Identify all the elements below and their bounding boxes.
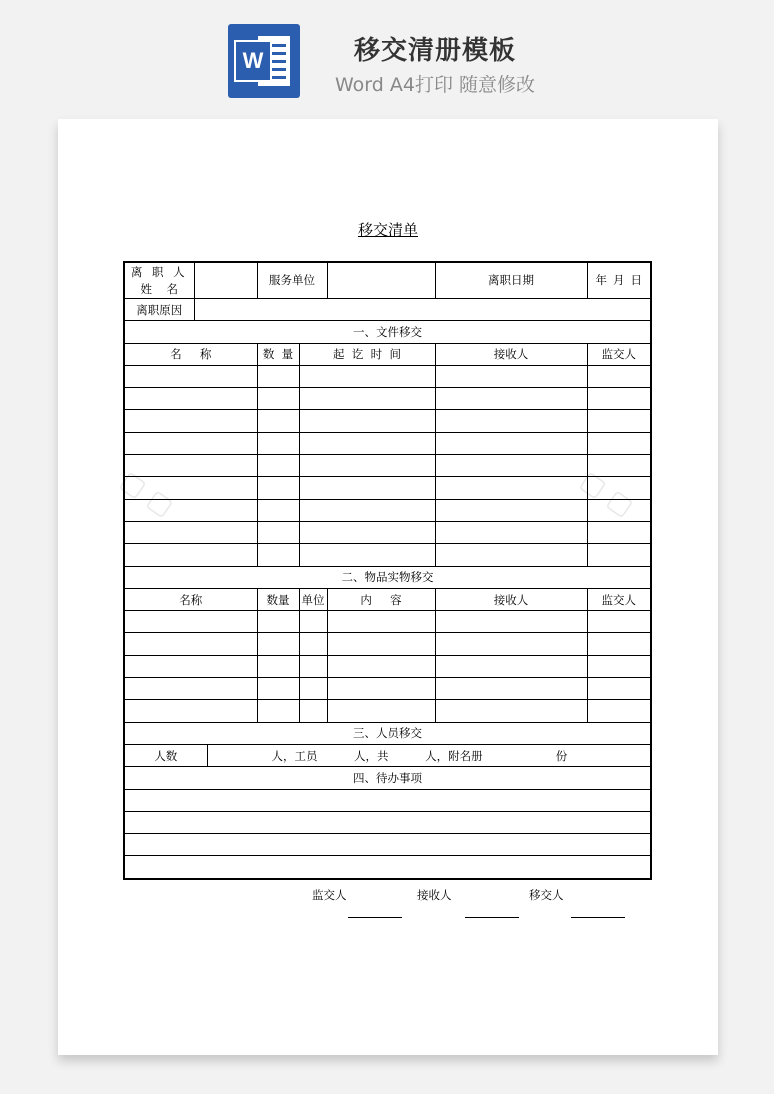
s2-col-content: 内 容	[327, 588, 435, 610]
s2-qty-cell[interactable]	[257, 611, 299, 633]
s1-receiver-cell[interactable]	[435, 521, 587, 543]
table-row	[124, 834, 651, 856]
section2-rows	[124, 611, 651, 722]
s1-receiver-cell[interactable]	[435, 544, 587, 566]
s2-col-unit: 单位	[299, 588, 327, 610]
section1-title: 一、文件移交	[124, 321, 651, 343]
s1-supervisor-cell[interactable]	[587, 432, 651, 454]
table-row	[124, 856, 651, 879]
s2-content-cell[interactable]	[327, 655, 435, 677]
s2-name-cell[interactable]	[124, 611, 257, 633]
row-basic-info	[124, 262, 651, 299]
s1-qty-cell[interactable]	[257, 455, 299, 477]
section4-title: 四、待办事项	[124, 767, 651, 789]
s2-unit-cell[interactable]	[299, 611, 327, 633]
s2-unit-cell[interactable]	[299, 655, 327, 677]
s2-unit-cell[interactable]	[299, 700, 327, 722]
s1-qty-cell[interactable]	[257, 544, 299, 566]
watermark-decoration: ▢ ▢	[574, 465, 639, 523]
s1-col-period: 起 讫 时 间	[299, 343, 435, 365]
s1-receiver-cell[interactable]	[435, 455, 587, 477]
table-row	[124, 410, 651, 432]
s2-unit-cell[interactable]	[299, 678, 327, 700]
s1-receiver-cell[interactable]	[435, 477, 587, 499]
section1-header-row	[124, 343, 651, 365]
s1-qty-cell[interactable]	[257, 477, 299, 499]
s2-qty-cell[interactable]	[257, 633, 299, 655]
s2-col-supervisor: 监交人	[587, 588, 651, 610]
table-row	[124, 455, 651, 477]
s1-supervisor-cell[interactable]	[587, 477, 651, 499]
s2-col-receiver: 接收人	[435, 588, 587, 610]
header	[0, 0, 774, 118]
s1-name-cell[interactable]	[124, 521, 257, 543]
transferor-signature-label: 移交人	[529, 888, 564, 902]
row-reason	[124, 299, 651, 321]
s1-period-cell[interactable]	[299, 477, 435, 499]
s1-qty-cell[interactable]	[257, 365, 299, 387]
table-row	[124, 432, 651, 454]
s1-qty-cell[interactable]	[257, 521, 299, 543]
word-icon-letter: W	[234, 40, 272, 82]
todo-item-cell[interactable]	[124, 834, 651, 856]
s1-supervisor-cell[interactable]	[587, 410, 651, 432]
date-label: 离职日期	[435, 262, 587, 299]
s2-receiver-cell[interactable]	[435, 700, 587, 722]
s2-unit-cell[interactable]	[299, 633, 327, 655]
template-title: 移交清册模板	[353, 36, 516, 66]
s2-qty-cell[interactable]	[257, 655, 299, 677]
s2-receiver-cell[interactable]	[435, 633, 587, 655]
name-label: 离 职 人 姓 名	[124, 262, 194, 299]
s1-name-cell[interactable]	[124, 365, 257, 387]
s1-period-cell[interactable]	[299, 455, 435, 477]
s1-receiver-cell[interactable]	[435, 388, 587, 410]
s1-supervisor-cell[interactable]	[587, 455, 651, 477]
table-row	[124, 477, 651, 499]
s1-col-qty: 数 量	[257, 343, 299, 365]
date-month: 月	[613, 273, 625, 287]
table-row	[124, 388, 651, 410]
s2-supervisor-cell[interactable]	[587, 678, 651, 700]
s1-supervisor-cell[interactable]	[587, 365, 651, 387]
s2-qty-cell[interactable]	[257, 700, 299, 722]
s2-col-qty: 数量	[257, 588, 299, 610]
s1-col-name: 名 称	[124, 343, 257, 365]
table-row	[124, 811, 651, 833]
table-row	[124, 789, 651, 811]
s1-col-supervisor: 监交人	[587, 343, 651, 365]
date-field[interactable]	[587, 262, 651, 299]
s1-qty-cell[interactable]	[257, 410, 299, 432]
name-field[interactable]	[194, 262, 257, 299]
s1-period-cell[interactable]	[299, 388, 435, 410]
table-row	[124, 544, 651, 566]
s2-name-cell[interactable]	[124, 633, 257, 655]
section4-rows	[124, 789, 651, 879]
s2-content-cell[interactable]	[327, 611, 435, 633]
section2-title: 二、物品实物移交	[124, 566, 651, 588]
s1-period-cell[interactable]	[299, 432, 435, 454]
s2-content-cell[interactable]	[327, 633, 435, 655]
table-row	[124, 633, 651, 655]
reason-label: 离职原因	[124, 299, 194, 321]
section3-title: 三、人员移交	[124, 722, 651, 744]
table-row	[124, 499, 651, 521]
s1-qty-cell[interactable]	[257, 499, 299, 521]
s1-period-cell[interactable]	[299, 410, 435, 432]
s1-name-cell[interactable]	[124, 410, 257, 432]
table-row	[124, 655, 651, 677]
date-year: 年	[595, 273, 608, 287]
transfer-form-table	[123, 261, 652, 880]
s2-content-cell[interactable]	[327, 678, 435, 700]
s1-name-cell[interactable]	[124, 477, 257, 499]
transferor-signature-line[interactable]	[571, 917, 625, 918]
s1-col-receiver: 接收人	[435, 343, 587, 365]
section2-header-row	[124, 588, 651, 610]
s1-supervisor-cell[interactable]	[587, 499, 651, 521]
s2-supervisor-cell[interactable]	[587, 611, 651, 633]
supervisor-signature-line[interactable]	[348, 917, 402, 918]
s2-supervisor-cell[interactable]	[587, 655, 651, 677]
todo-item-cell[interactable]	[124, 856, 651, 879]
s1-receiver-cell[interactable]	[435, 410, 587, 432]
receiver-signature-line[interactable]	[465, 917, 519, 918]
headcount-label: 人数	[124, 744, 207, 766]
s1-period-cell[interactable]	[299, 365, 435, 387]
s1-supervisor-cell[interactable]	[587, 544, 651, 566]
s1-qty-cell[interactable]	[257, 432, 299, 454]
s1-receiver-cell[interactable]	[435, 499, 587, 521]
s2-receiver-cell[interactable]	[435, 678, 587, 700]
s1-name-cell[interactable]	[124, 499, 257, 521]
reason-field[interactable]	[194, 299, 651, 321]
s2-qty-cell[interactable]	[257, 678, 299, 700]
s2-name-cell[interactable]	[124, 700, 257, 722]
s2-name-cell[interactable]	[124, 678, 257, 700]
section1-rows	[124, 365, 651, 566]
table-row	[124, 700, 651, 722]
s1-name-cell[interactable]	[124, 388, 257, 410]
s1-name-cell[interactable]	[124, 544, 257, 566]
table-row	[124, 365, 651, 387]
table-row	[124, 678, 651, 700]
s2-content-cell[interactable]	[327, 700, 435, 722]
s1-supervisor-cell[interactable]	[587, 388, 651, 410]
s1-receiver-cell[interactable]	[435, 365, 587, 387]
unit-field[interactable]	[327, 262, 435, 299]
s1-qty-cell[interactable]	[257, 388, 299, 410]
s1-name-cell[interactable]	[124, 432, 257, 454]
date-day: 日	[630, 273, 643, 287]
receiver-signature-label: 接收人	[417, 888, 452, 902]
s2-name-cell[interactable]	[124, 655, 257, 677]
s2-receiver-cell[interactable]	[435, 611, 587, 633]
section3-count-row	[124, 744, 651, 766]
s2-supervisor-cell[interactable]	[587, 700, 651, 722]
s1-period-cell[interactable]	[299, 544, 435, 566]
s1-period-cell[interactable]	[299, 521, 435, 543]
supervisor-signature-label: 监交人	[312, 888, 347, 902]
word-app-icon	[228, 24, 300, 98]
s1-receiver-cell[interactable]	[435, 432, 587, 454]
headcount-field[interactable]: 人，工员 人，共 人，附名册 份	[207, 744, 651, 766]
todo-item-cell[interactable]	[124, 789, 651, 811]
todo-item-cell[interactable]	[124, 811, 651, 833]
table-row	[124, 521, 651, 543]
s2-receiver-cell[interactable]	[435, 655, 587, 677]
s1-name-cell[interactable]	[124, 455, 257, 477]
document-title: 移交清单	[357, 221, 418, 239]
s1-supervisor-cell[interactable]	[587, 521, 651, 543]
document-page	[58, 119, 718, 1055]
s2-col-name: 名称	[124, 588, 257, 610]
unit-label: 服务单位	[257, 262, 327, 299]
template-subtitle: Word A4打印 随意修改	[334, 74, 535, 96]
s2-supervisor-cell[interactable]	[587, 633, 651, 655]
s1-period-cell[interactable]	[299, 499, 435, 521]
watermark-decoration: ▢ ▢	[114, 465, 179, 523]
table-row	[124, 611, 651, 633]
